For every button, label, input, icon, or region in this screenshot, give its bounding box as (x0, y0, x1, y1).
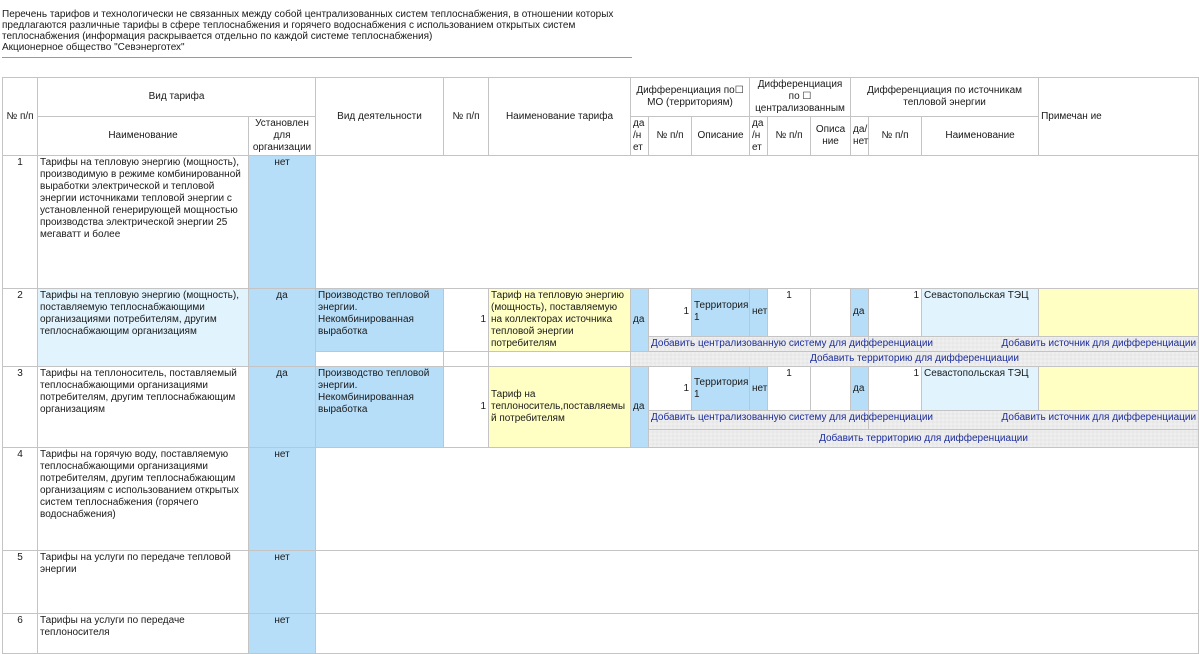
row-cs-desc[interactable] (811, 289, 851, 337)
row-tariff-num-tail (444, 352, 489, 367)
row-mo-num: 1 (649, 289, 692, 337)
row-tariff-title-tail (489, 352, 631, 367)
row-num: 2 (3, 289, 38, 367)
row-empty-area (316, 448, 1199, 551)
col-activity: Вид деятельности (316, 78, 444, 156)
header-description: Перечень тарифов и технологически не связанных между собой централизованных систем теплоснабжения, в отношении которых предлагаются различные тарифы в сфере теплоснабжения и горячего водоснабжения с использованием открытых систем теплоснабжения (информация раскрывается отдельно по каждой системе теплоснабжения) (2, 9, 614, 42)
table-row (3, 156, 1199, 289)
row-src-num: 1 (869, 289, 922, 337)
row-tariff-name: Тарифы на горячую воду, поставляемую теплоснабжающими организациями потребителям, другим теплоснабжающим организациям с использованием открытых систем теплоснабжения (горячего водоснабжения) (38, 448, 249, 551)
row-src-name[interactable]: Севастопольская ТЭЦ (922, 367, 1039, 411)
add-central-system-link[interactable] (649, 411, 934, 430)
col-cs-desc: Описа ние (811, 117, 851, 156)
col-src-name: Наименование (922, 117, 1039, 156)
row-tariff-num: 1 (444, 289, 489, 352)
col-diff-source: Дифференциация по источникам тепловой энергии (851, 78, 1039, 117)
row-tariff-title[interactable]: Тариф на теплоноситель,поставляемы й потребителям (489, 367, 631, 448)
row-empty-area (316, 156, 1199, 289)
row-tariff-num: 1 (444, 367, 489, 448)
row-established[interactable]: нет (249, 156, 316, 289)
col-diff-mo: Дифференциация по☐ МО (территориям) (631, 78, 750, 117)
row-tariff-name: Тарифы на тепловую энергию (мощность), производимую в режиме комбинированной выработки электрической и тепловой энергии источниками тепловой энергии с установленной генерирующей мощностью производства электрической энергии 25 мегаватт и более (38, 156, 249, 289)
row-tariff-name: Тарифы на услуги по передаче теплоносителя (38, 614, 249, 654)
table-row (3, 614, 1199, 654)
row-note[interactable] (1039, 289, 1199, 337)
row-src-name[interactable]: Севастопольская ТЭЦ (922, 289, 1039, 337)
row-num: 1 (3, 156, 38, 289)
col-src-yesno: да/ нет (851, 117, 869, 156)
col-num: № п/п (3, 78, 38, 156)
col-name: Наименование (38, 117, 249, 156)
row-tariff-name: Тарифы на услуги по передаче тепловой энергии (38, 551, 249, 614)
row-cs-num: 1 (768, 289, 811, 337)
add-central-system-label[interactable]: Добавить централизованную систему для дифференциации (651, 337, 934, 349)
col-cs-num: № п/п (768, 117, 811, 156)
row-cs-yesno[interactable]: нет (750, 289, 768, 337)
row-mo-num: 1 (649, 367, 692, 411)
col-diff-central: Дифференциация по ☐ централизованным (750, 78, 851, 117)
row-cs-desc[interactable] (811, 367, 851, 411)
row-mo-yesno[interactable]: да (631, 367, 649, 448)
row-tariff-title[interactable]: Тариф на тепловую энергию (мощность), поставляемую на коллекторах источника тепловой энергии потребителям (489, 289, 631, 352)
col-established: Установлен для организации (249, 117, 316, 156)
row-established[interactable]: нет (249, 614, 316, 654)
col-tariff-name: Наименование тарифа (489, 78, 631, 156)
col-mo-desc: Описание (692, 117, 750, 156)
row-activity-tail (316, 352, 444, 367)
add-territory-label[interactable]: Добавить территорию для дифференциации (810, 353, 1019, 364)
row-empty-area (316, 551, 1199, 614)
organization-name: Акционерное общество "Севэнерготех" (2, 42, 185, 53)
col-src-num: № п/п (869, 117, 922, 156)
tariff-grid (2, 77, 1197, 638)
add-source-label[interactable]: Добавить источник для дифференциации (1001, 337, 1197, 349)
add-territory-link[interactable] (631, 352, 1199, 367)
row-tariff-name: Тарифы на тепловую энергию (мощность), поставляемую теплоснабжающими организациями потребителям, другим теплоснабжающим организациям (38, 289, 249, 367)
col-mo-yesno: да /н ет (631, 117, 649, 156)
row-established[interactable]: нет (249, 448, 316, 551)
add-territory-link[interactable] (649, 430, 1199, 448)
col-num2: № п/п (444, 78, 489, 156)
page-header (2, 9, 632, 58)
row-num: 4 (3, 448, 38, 551)
row-activity[interactable]: Производство тепловой энергии. Некомбинированная выработка (316, 367, 444, 448)
row-established[interactable]: нет (249, 551, 316, 614)
table-row (3, 448, 1199, 551)
row-num: 3 (3, 367, 38, 448)
add-central-system-link[interactable] (649, 336, 934, 352)
row-mo-desc[interactable]: Территория 1 (692, 289, 750, 337)
row-established[interactable]: да (249, 367, 316, 448)
row-mo-yesno[interactable]: да (631, 289, 649, 352)
row-num: 5 (3, 551, 38, 614)
add-source-label[interactable]: Добавить источник для дифференциации (1001, 412, 1197, 423)
add-territory-label[interactable]: Добавить территорию для дифференциации (819, 432, 1028, 444)
add-central-system-label[interactable]: Добавить централизованную систему для дифференциации (651, 412, 934, 423)
col-mo-num: № п/п (649, 117, 692, 156)
row-cs-yesno[interactable]: нет (750, 367, 768, 411)
row-num: 6 (3, 614, 38, 654)
row-established[interactable]: да (249, 289, 316, 367)
row-tariff-name: Тарифы на теплоноситель, поставляемый теплоснабжающими организациями потребителям, другим теплоснабжающим организациям (38, 367, 249, 448)
col-tariff-type: Вид тарифа (38, 78, 316, 117)
tariff-table (2, 77, 1199, 654)
row-empty-area (316, 614, 1199, 654)
row-note[interactable] (1039, 367, 1199, 411)
table-row (3, 367, 1199, 411)
col-cs-yesno: да /н ет (750, 117, 768, 156)
row-cs-num: 1 (768, 367, 811, 411)
row-activity[interactable]: Производство тепловой энергии. Некомбинированная выработка (316, 289, 444, 352)
col-note: Примечан ие (1039, 78, 1199, 156)
table-row (3, 551, 1199, 614)
row-src-num: 1 (869, 367, 922, 411)
row-src-yesno[interactable]: да (851, 367, 869, 411)
row-mo-desc[interactable]: Территория 1 (692, 367, 750, 411)
table-row (3, 289, 1199, 337)
row-src-yesno[interactable]: да (851, 289, 869, 337)
